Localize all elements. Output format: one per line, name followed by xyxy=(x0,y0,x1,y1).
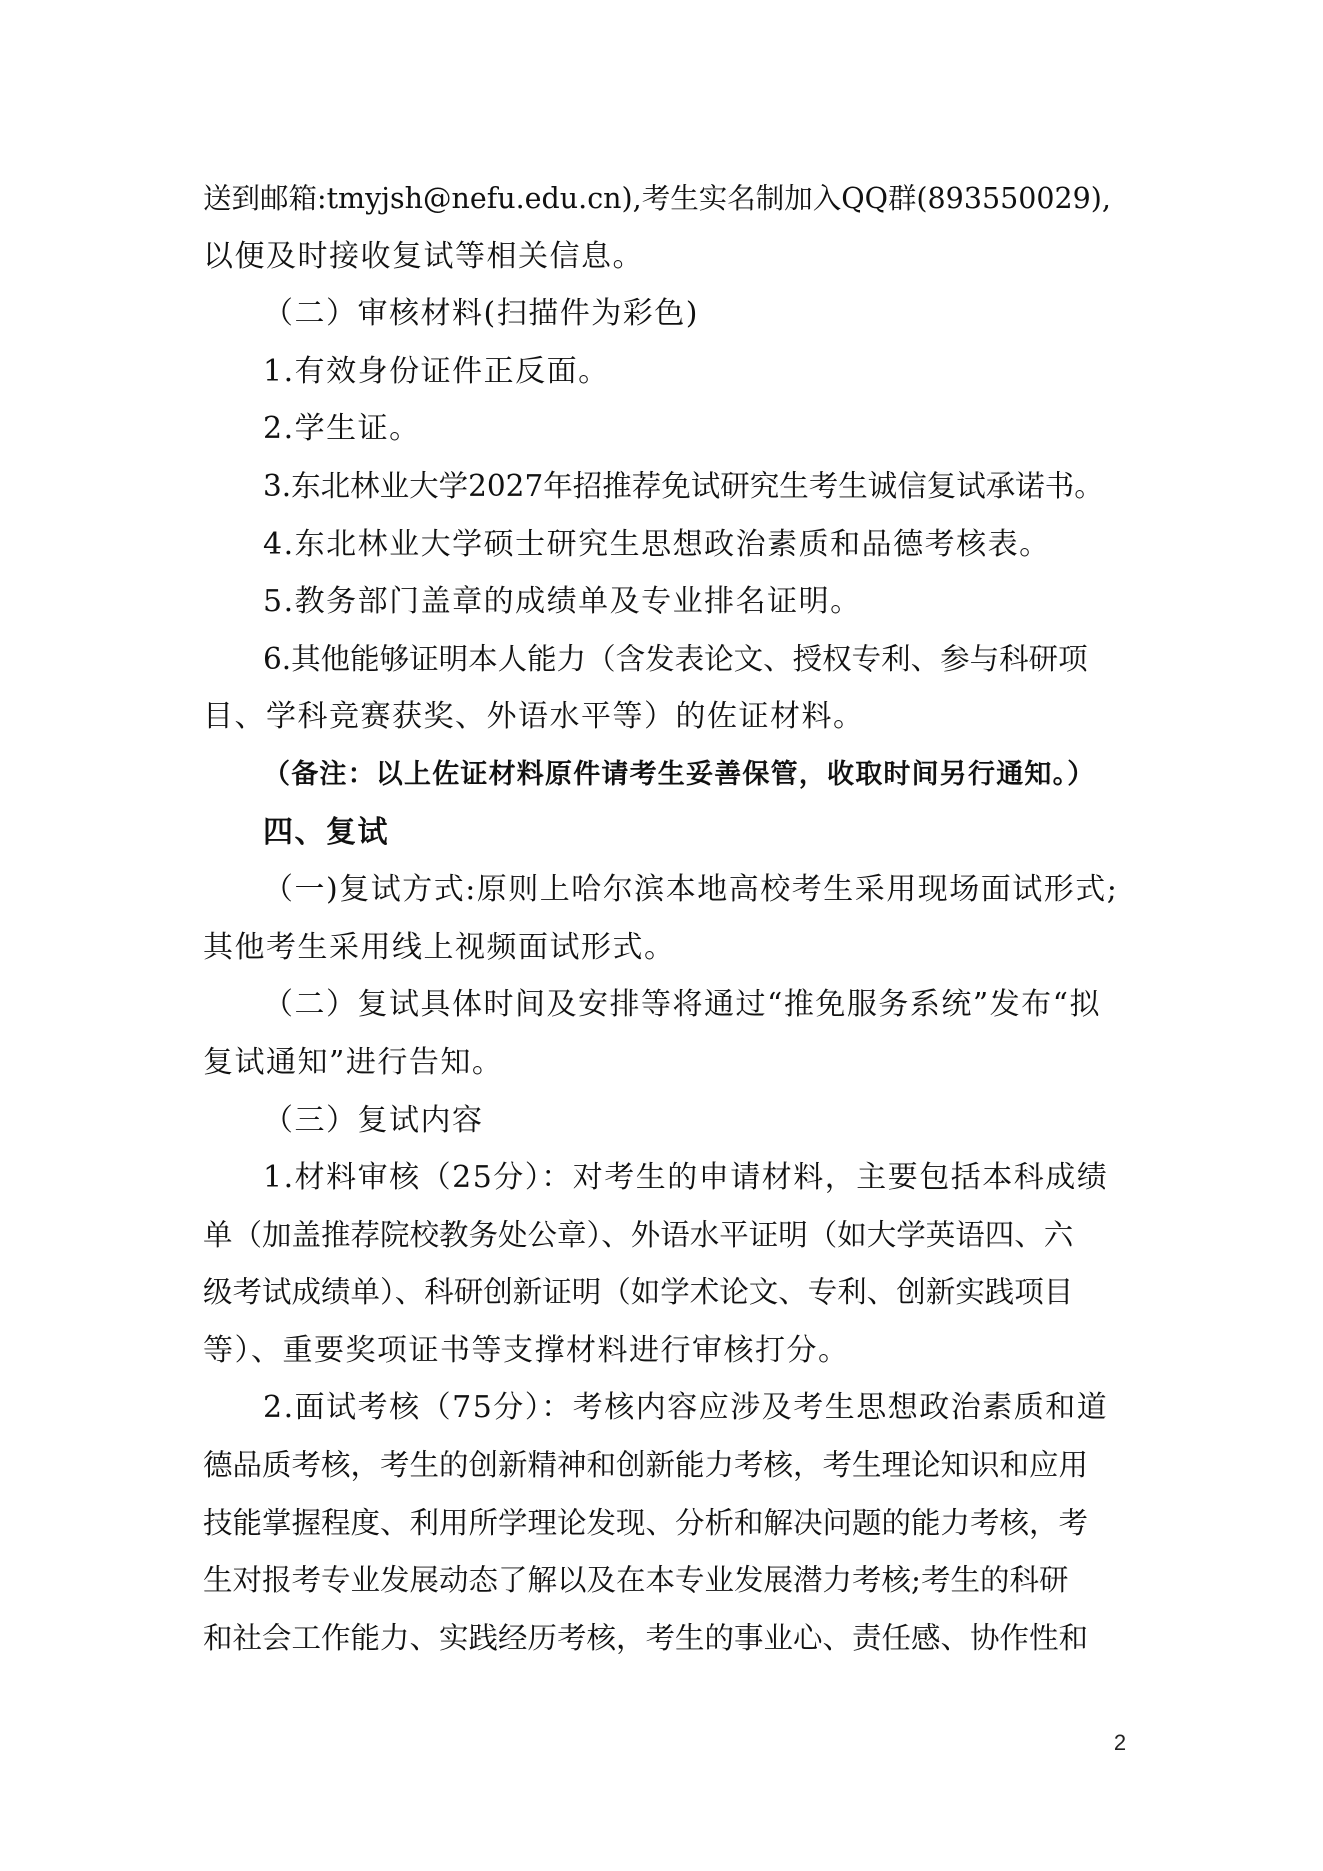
paragraph-line: （二）复试具体时间及安排等将通过“推免服务系统”发布“拟 xyxy=(263,987,1102,1023)
paragraph-line: 德品质考核，考生的创新精神和创新能力考核，考生理论知识和应用 xyxy=(203,1448,1089,1483)
page-number: 2 xyxy=(1113,1730,1127,1755)
paragraph-line: 目、学科竞赛获奖、外语水平等）的佐证材料。 xyxy=(203,699,865,735)
paragraph-line: 生对报考专业发展动态了解以及在本专业发展潜力考核;考生的科研 xyxy=(203,1563,1069,1598)
chapter-heading: 四、复试 xyxy=(263,814,389,850)
section-heading: （二）审核材料(扫描件为彩色) xyxy=(263,296,699,332)
list-item: 3.东北林业大学2027年招推荐免试研究生考生诚信复试承诺书。 xyxy=(263,468,1104,503)
list-item: 6.其他能够证明本人能力（含发表论文、授权专利、参与科研项 xyxy=(263,641,1088,676)
paragraph-line: 以便及时接收复试等相关信息。 xyxy=(203,238,644,274)
list-item: 2.学生证。 xyxy=(263,411,421,447)
list-item: 4.东北林业大学硕士研究生思想政治素质和品德考核表。 xyxy=(263,526,1051,562)
document-body xyxy=(203,170,1123,1667)
paragraph-line: 和社会工作能力、实践经历考核，考生的事业心、责任感、协作性和 xyxy=(203,1620,1089,1655)
list-item: 5.教务部门盖章的成绩单及专业排名证明。 xyxy=(263,584,862,620)
paragraph-line: 送到邮箱:tmyjsh@nefu.edu.cn),考生实名制加入QQ群(893550029), xyxy=(203,182,1111,215)
paragraph-line: 复试通知”进行告知。 xyxy=(203,1044,504,1080)
list-item: 1.有效身份证件正反面。 xyxy=(263,353,610,389)
paragraph-line: 技能掌握程度、利用所学理论发现、分析和解决问题的能力考核，考 xyxy=(203,1505,1089,1540)
list-item: 1.材料审核（25分）：对考生的申请材料，主要包括本科成绩 xyxy=(263,1160,1109,1196)
section-heading: （三）复试内容 xyxy=(263,1102,484,1138)
paragraph-line: 级考试成绩单）、科研创新证明（如学术论文、专利、创新实践项目 xyxy=(203,1275,1074,1310)
list-item: 2.面试考核（75分）：考核内容应涉及考生思想政治素质和道 xyxy=(263,1390,1109,1426)
paragraph-line: 等）、重要奖项证书等支撑材料进行审核打分。 xyxy=(203,1332,850,1368)
paragraph-line: （一)复试方式:原则上哈尔滨本地高校考生采用现场面试形式; xyxy=(263,872,1119,908)
paragraph-line: 其他考生采用线上视频面试形式。 xyxy=(203,929,676,965)
remark-note: （备注：以上佐证材料原件请考生妥善保管，收取时间另行通知。） xyxy=(263,758,1096,790)
paragraph-line: 单（加盖推荐院校教务处公章）、外语水平证明（如大学英语四、六 xyxy=(203,1217,1074,1252)
